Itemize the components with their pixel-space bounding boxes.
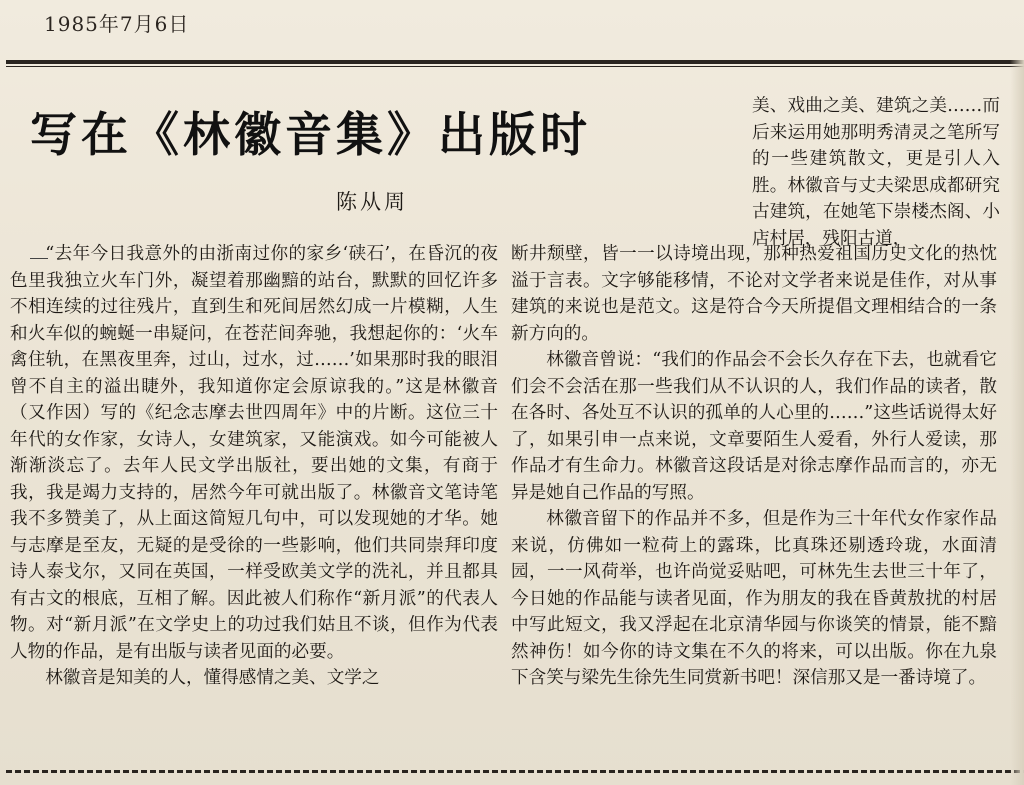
- paragraph: 林徽音曾说：“我们的作品会不会长久存在下去，也就看它们会不会活在那一些我们从不认识的人，我们作品的读者，散在各时、各处互不认识的孤单的人心里的……”这些话说得太好了，如果引申一点来说，文章要陌生人爱看，外行人爱读，那作品才有生命力。林徽音这段话是对徐志摩作品而言的，亦无异是她自己作品的写照。: [511, 350, 997, 503]
- paragraph: 美、戏曲之美、建筑之美……而后来运用她那明秀清灵之笔所写的一些建筑散文，更是引人入胜。林徽音与丈夫梁思成都研究古建筑，在她笔下崇楼杰阁、小店村居，残阳古道，: [752, 96, 1000, 249]
- article-headline: 写在《林徽音集》出版时: [30, 108, 591, 163]
- issue-date: 1985年7月6日: [44, 12, 190, 36]
- paragraph: 林徽音是知美的人，懂得感情之美、文学之: [45, 668, 380, 688]
- article-column-continued: [752, 93, 1000, 252]
- paragraph: 断井颓壁，皆一一以诗境出现，那种热爱祖国历史文化的热忱溢于言表。文字够能移情，不论对文学者来说是佳作，对从事建筑的来说也是范文。这是符合今天所提倡文理相结合的一条新方向的。: [511, 244, 997, 344]
- page-edge-shadow: [1010, 60, 1024, 785]
- top-divider-thin: [6, 66, 1024, 67]
- paragraph: 林徽音留下的作品并不多，但是作为三十年代女作家作品来说，仿佛如一粒荷上的露珠，比真珠还剔透玲珑，水面清园，一一风荷举，也许尚觉妥贴吧，可林先生去世三十年了，今日她的作品能与读者见面，作为朋友的我在昏黄敖扰的村居中写此短文，我又浮起在北京清华园与你谈笑的情景，能不黯然神伤！如今你的诗文集在不久的将来，可以出版。你在九泉下含笑与梁先生徐先生同赏新书吧！深信那又是一番诗境了。: [511, 509, 997, 688]
- article-author: 陈从周: [336, 190, 408, 214]
- bottom-divider: [6, 770, 1024, 773]
- article-column-right: [511, 241, 997, 692]
- top-divider: [6, 60, 1024, 64]
- article-column-left: [10, 241, 498, 692]
- paragraph: “去年今日我意外的由浙南过你的家乡‘硖石’，在昏沉的夜色里我独立火车门外，凝望着那幽黯的站台，默默的回忆许多不相连续的过往残片，直到生和死间居然幻成一片模糊，人生和火车似的蜿蜒一串疑问，在苍茫间奔驰，我想起你的：‘火车禽住轨，在黑夜里奔，过山，过水，过……’如果那时我的眼泪曾不自主的溢出睫外，我知道你定会原谅我的。”这是林徽音（又作因）写的《纪念志摩去世四周年》中的片断。这位三十年代的女作家，女诗人，女建筑家，又能演戏。如今可能被人渐渐淡忘了。去年人民文学出版社，要出她的文集，有商于我，我是竭力支持的，居然今年可就出版了。林徽音文笔诗笔我不多赞美了，从上面这简短几句中，可以发现她的才华。她与志摩是至友，无疑的是受徐的一些影响，他们共同崇拜印度诗人泰戈尔，又同在英国，一样受欧美文学的洗礼，并且都具有古文的根底，互相了解。因此被人们称作“新月派”的代表人物。对“新月派”在文学史上的功过我们姑且不谈，但作为代表人物的作品，是有出版与读者见面的必要。: [10, 244, 498, 662]
